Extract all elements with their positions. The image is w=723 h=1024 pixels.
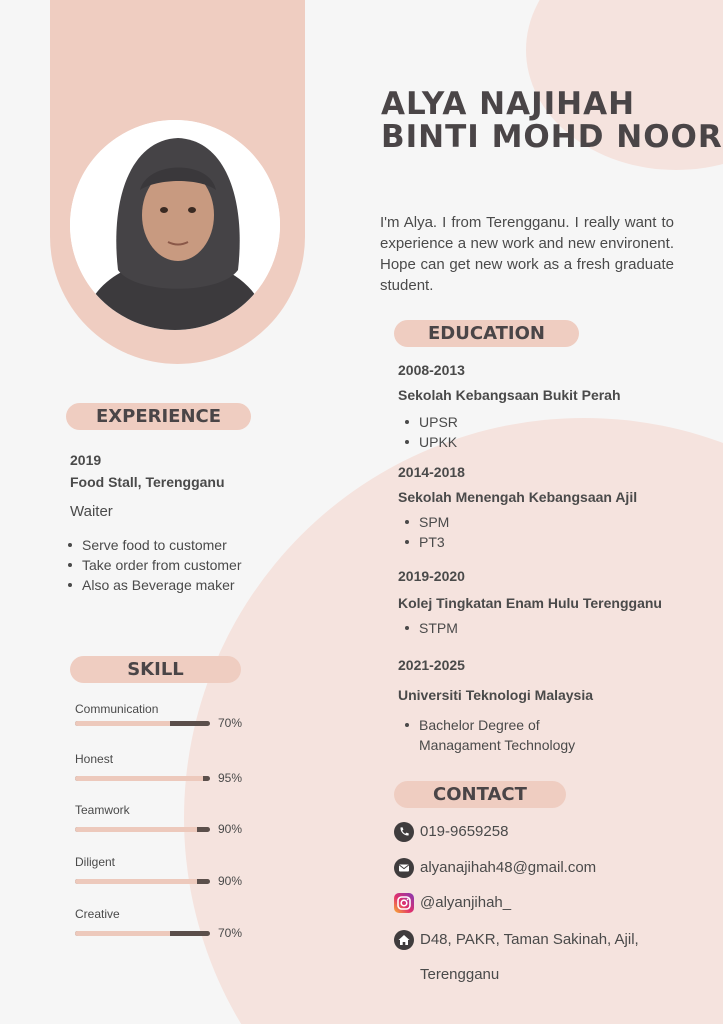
skill-percent: 90%: [218, 822, 243, 836]
contact-address-line-2: Terengganu: [420, 966, 500, 983]
contact-address-line-1: D48, PAKR, Taman Sakinah, Ajil,: [420, 931, 639, 948]
contact-instagram[interactable]: @alyanjihah_: [420, 894, 512, 911]
education-items: [398, 715, 598, 755]
education-items: [398, 618, 458, 638]
name-line-1: ALYA NAJIHAH: [381, 86, 636, 122]
skill-bar: [75, 827, 210, 832]
skill-percent: 70%: [218, 926, 243, 940]
list-item: UPKK: [398, 432, 458, 452]
contact-heading: CONTACT: [394, 781, 566, 808]
skill-label: Communication: [75, 702, 159, 716]
experience-role: Waiter: [70, 503, 113, 520]
contact-phone[interactable]: 019-9659258: [420, 823, 509, 840]
skill-bar-fill: [75, 931, 170, 936]
profile-portrait-icon: [70, 120, 280, 330]
experience-place: Food Stall, Terengganu: [70, 474, 225, 490]
skill-label: Diligent: [75, 855, 116, 869]
skill-bar: [75, 721, 210, 726]
education-years: 2021-2025: [398, 657, 465, 673]
skill-percent: 70%: [218, 716, 243, 730]
skill-bar: [75, 776, 210, 781]
list-item: UPSR: [398, 412, 458, 432]
skill-bar: [75, 879, 210, 884]
education-school: Sekolah Menengah Kebangsaan Ajil: [398, 489, 638, 505]
skill-label: Teamwork: [75, 803, 130, 817]
skill-heading: SKILL: [70, 656, 241, 683]
experience-year: 2019: [70, 452, 102, 468]
skill-bar-fill: [75, 721, 170, 726]
skill-bar-fill: [75, 879, 197, 884]
list-item: Bachelor Degree of Managament Technology: [398, 715, 598, 755]
experience-heading: EXPERIENCE: [66, 403, 251, 430]
phone-icon: [394, 822, 414, 842]
skill-bar: [75, 931, 210, 936]
education-school: Universiti Teknologi Malaysia: [398, 687, 594, 703]
skill-percent: 95%: [218, 771, 243, 785]
skill-label: Creative: [75, 907, 120, 921]
education-items: [398, 412, 458, 452]
education-school: Sekolah Kebangsaan Bukit Perah: [398, 387, 621, 403]
list-item: STPM: [398, 618, 458, 638]
education-years: 2014-2018: [398, 464, 465, 480]
list-item: Also as Beverage maker: [61, 575, 242, 595]
email-icon: [394, 858, 414, 878]
education-items: [398, 512, 449, 552]
education-years: 2008-2013: [398, 362, 465, 378]
skill-label: Honest: [75, 752, 114, 766]
list-item: PT3: [398, 532, 449, 552]
skill-bar-fill: [75, 776, 203, 781]
education-years: 2019-2020: [398, 568, 465, 584]
education-school: Kolej Tingkatan Enam Hulu Terengganu: [398, 595, 662, 611]
home-icon: [394, 930, 414, 950]
instagram-icon: [394, 893, 414, 913]
skill-percent: 90%: [218, 874, 243, 888]
profile-photo: [70, 120, 280, 330]
education-heading: EDUCATION: [394, 320, 579, 347]
experience-duties: [61, 535, 242, 595]
skill-bar-fill: [75, 827, 197, 832]
resume-name: [381, 88, 723, 154]
intro-text: I'm Alya. I from Terengganu. I really want to experience a new work and new environent. Hope can get new work as a fresh graduate student.: [380, 214, 674, 294]
contact-email[interactable]: alyanajihah48@gmail.com: [420, 859, 597, 876]
name-line-2: BINTI MOHD NOOR: [381, 119, 723, 155]
list-item: Take order from customer: [61, 555, 242, 575]
list-item: SPM: [398, 512, 449, 532]
list-item: Serve food to customer: [61, 535, 242, 555]
